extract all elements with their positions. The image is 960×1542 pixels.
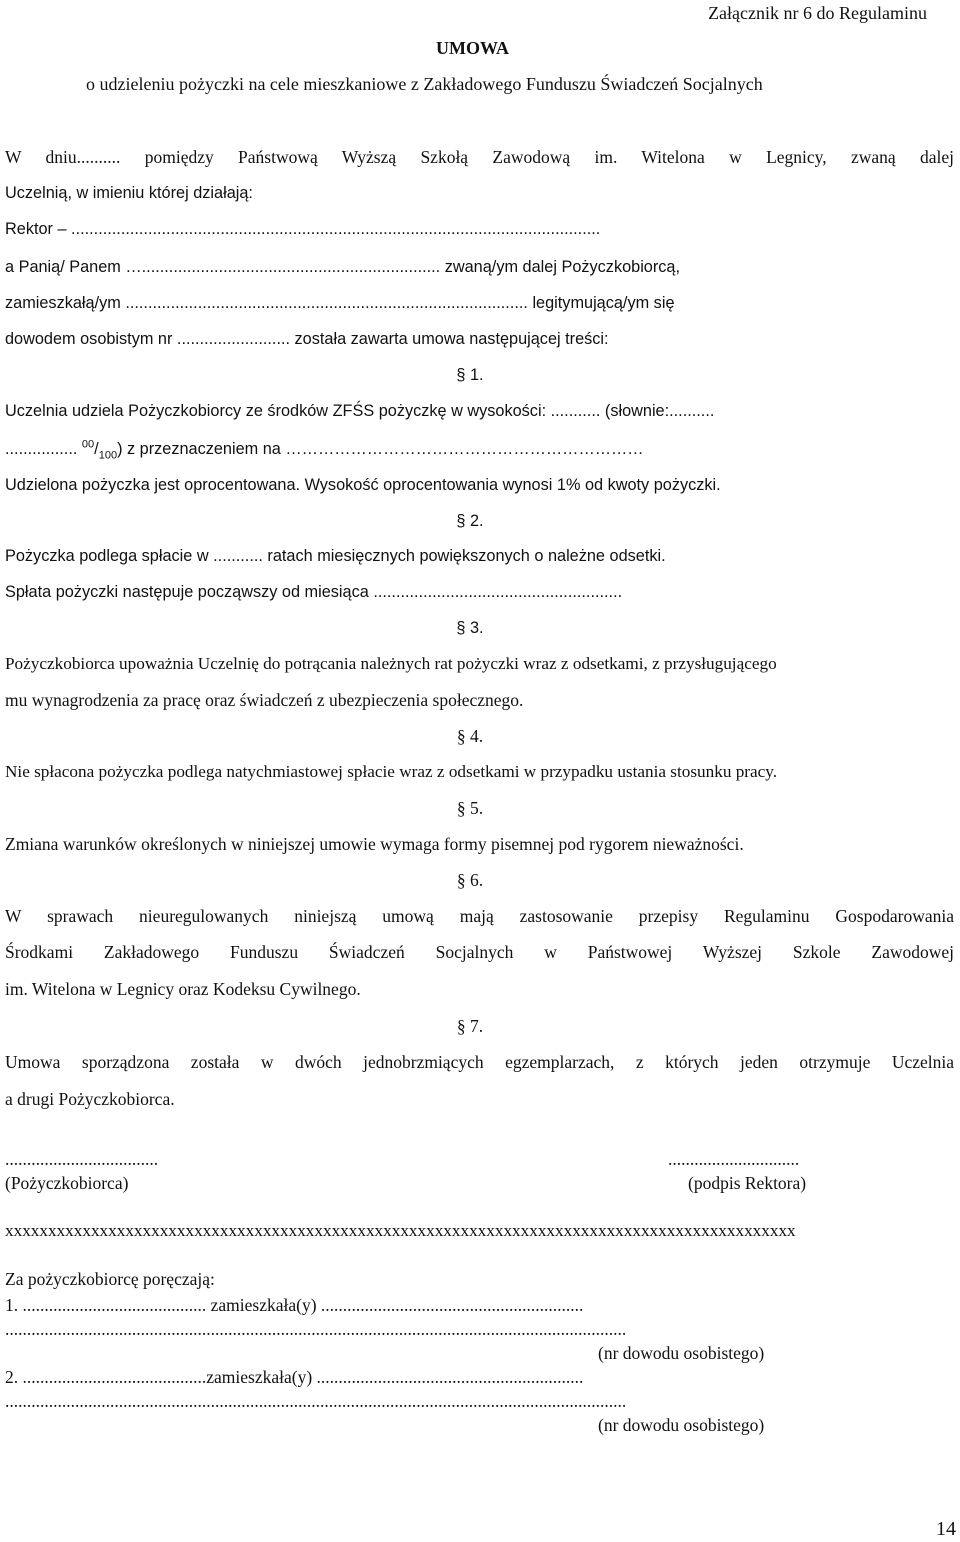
guarantor-1-id-label: (nr dowodu osobistego) — [598, 1343, 765, 1363]
guarantor-2-line-2: .............................................................................................................................................. — [5, 1391, 627, 1411]
separator-line: xxxxxxxxxxxxxxxxxxxxxxxxxxxxxxxxxxxxxxxxxxxxxxxxxxxxxxxxxxxxxxxxxxxxxxxxxxxxxxxxxxxxxxxxxxxx — [5, 1221, 796, 1240]
section-6-line-3: im. Witelona w Legnicy oraz Kodeksu Cywilnego. — [5, 979, 361, 999]
section-7-line-1: Umowa sporządzona została w dwóch jednobrzmiących egzemplarzach, z których jeden otrzymuje Uczelnia — [5, 1052, 954, 1072]
section-2-line-1: Pożyczka podlega spłacie w ........... ratach miesięcznych powiększonych o należne odsetki. — [5, 547, 666, 565]
intro-line-address: zamieszkałą/ym ......................................................................................... legitymującą/ym się — [5, 294, 675, 312]
section-1-purpose: ) z przeznaczeniem na ………………………………………………………… — [117, 440, 644, 458]
intro-line-id: dowodem osobistym nr ......................... została zawarta umowa następującej treści: — [5, 330, 609, 348]
section-6-line-1: W sprawach nieuregulowanych niniejszą umową mają zastosowanie przepisy Regulaminu Gospodarowania — [5, 906, 954, 926]
signature-label-rector: (podpis Rektora) — [688, 1173, 807, 1193]
guarantor-2-id-label: (nr dowodu osobistego) — [598, 1415, 765, 1435]
section-1-dots: ................ — [5, 440, 78, 458]
signature-label-borrower: (Pożyczkobiorca) — [5, 1173, 129, 1193]
section-1-fraction-sup: 00 — [81, 438, 95, 451]
signature-dots-rector: .............................. — [668, 1149, 800, 1169]
section-4-line-1: Nie spłacona pożyczka podlega natychmiastowej spłacie wraz z odsetkami w przypadku ustania stosunku pracy. — [5, 762, 778, 781]
section-5-heading: § 5. — [456, 798, 484, 818]
signature-dots-borrower: ................................... — [5, 1149, 159, 1169]
section-1-heading: § 1. — [456, 366, 484, 384]
section-1-fraction-sub: 100 — [98, 449, 118, 462]
section-7-line-2: a drugi Pożyczkobiorca. — [5, 1089, 175, 1109]
intro-line-borrower: a Panią/ Panem ….................................................................. zwaną/ym dalej Pożyczkobiorcą, — [5, 258, 681, 276]
guarantor-1-line-2: .............................................................................................................................................. — [5, 1319, 627, 1339]
section-6-line-2: Środkami Zakładowego Funduszu Świadczeń Socjalnych w Państwowej Wyższej Szkole Zawodowej — [5, 942, 954, 962]
section-2-heading: § 2. — [456, 512, 484, 530]
page-number: 14 — [936, 1518, 956, 1540]
section-1-line-3: Udzielona pożyczka jest oprocentowana. Wysokość oprocentowania wynosi 1% od kwoty pożyczki. — [5, 476, 721, 494]
annex-label: Załącznik nr 6 do Regulaminu — [708, 3, 927, 23]
section-5-line-1: Zmiana warunków określonych w niniejszej umowie wymaga formy pisemnej pod rygorem nieważności. — [5, 834, 744, 854]
section-7-heading: § 7. — [456, 1016, 484, 1036]
section-2-line-2: Spłata pożyczki następuje począwszy od miesiąca ....................................................... — [5, 583, 623, 601]
section-6-heading: § 6. — [456, 870, 484, 890]
guarantor-1-line-1: 1. .......................................... zamieszkała(y) ............................................................ — [5, 1295, 584, 1315]
intro-line-2: Uczelnią, w imieniu której działają: — [5, 184, 253, 202]
section-4-heading: § 4. — [456, 726, 484, 746]
guarantor-2-line-1: 2. ..........................................zamieszkała(y) ............................................................. — [5, 1367, 584, 1387]
section-3-line-2: mu wynagrodzenia za pracę oraz świadczeń z ubezpieczenia społecznego. — [5, 690, 524, 710]
document-title: UMOWA — [436, 38, 509, 58]
section-1-line-1: Uczelnia udziela Pożyczkobiorcy ze środków ZFŚS pożyczkę w wysokości: ........... (słownie:.......... — [5, 402, 715, 420]
guarantors-heading: Za pożyczkobiorcę poręczają: — [5, 1269, 215, 1289]
section-3-line-1: Pożyczkobiorca upoważnia Uczelnię do potrącania należnych rat pożyczki wraz z odsetkami, z przysługującego — [5, 654, 777, 673]
intro-line-1: W dniu.......... pomiędzy Państwową Wyższą Szkołą Zawodową im. Witelona w Legnicy, zwaną dalej — [5, 147, 954, 167]
document-subtitle: o udzieleniu pożyczki na cele mieszkaniowe z Zakładowego Funduszu Świadczeń Socjalnych — [86, 74, 763, 94]
section-3-heading: § 3. — [456, 619, 484, 637]
intro-line-rector: Rektor – ..................................................................................................................... — [5, 220, 601, 238]
section-1-line-2: ................ $^{00}/_{100}$) z przeznaczeniem na ………………………………………………………… — [5, 438, 644, 462]
